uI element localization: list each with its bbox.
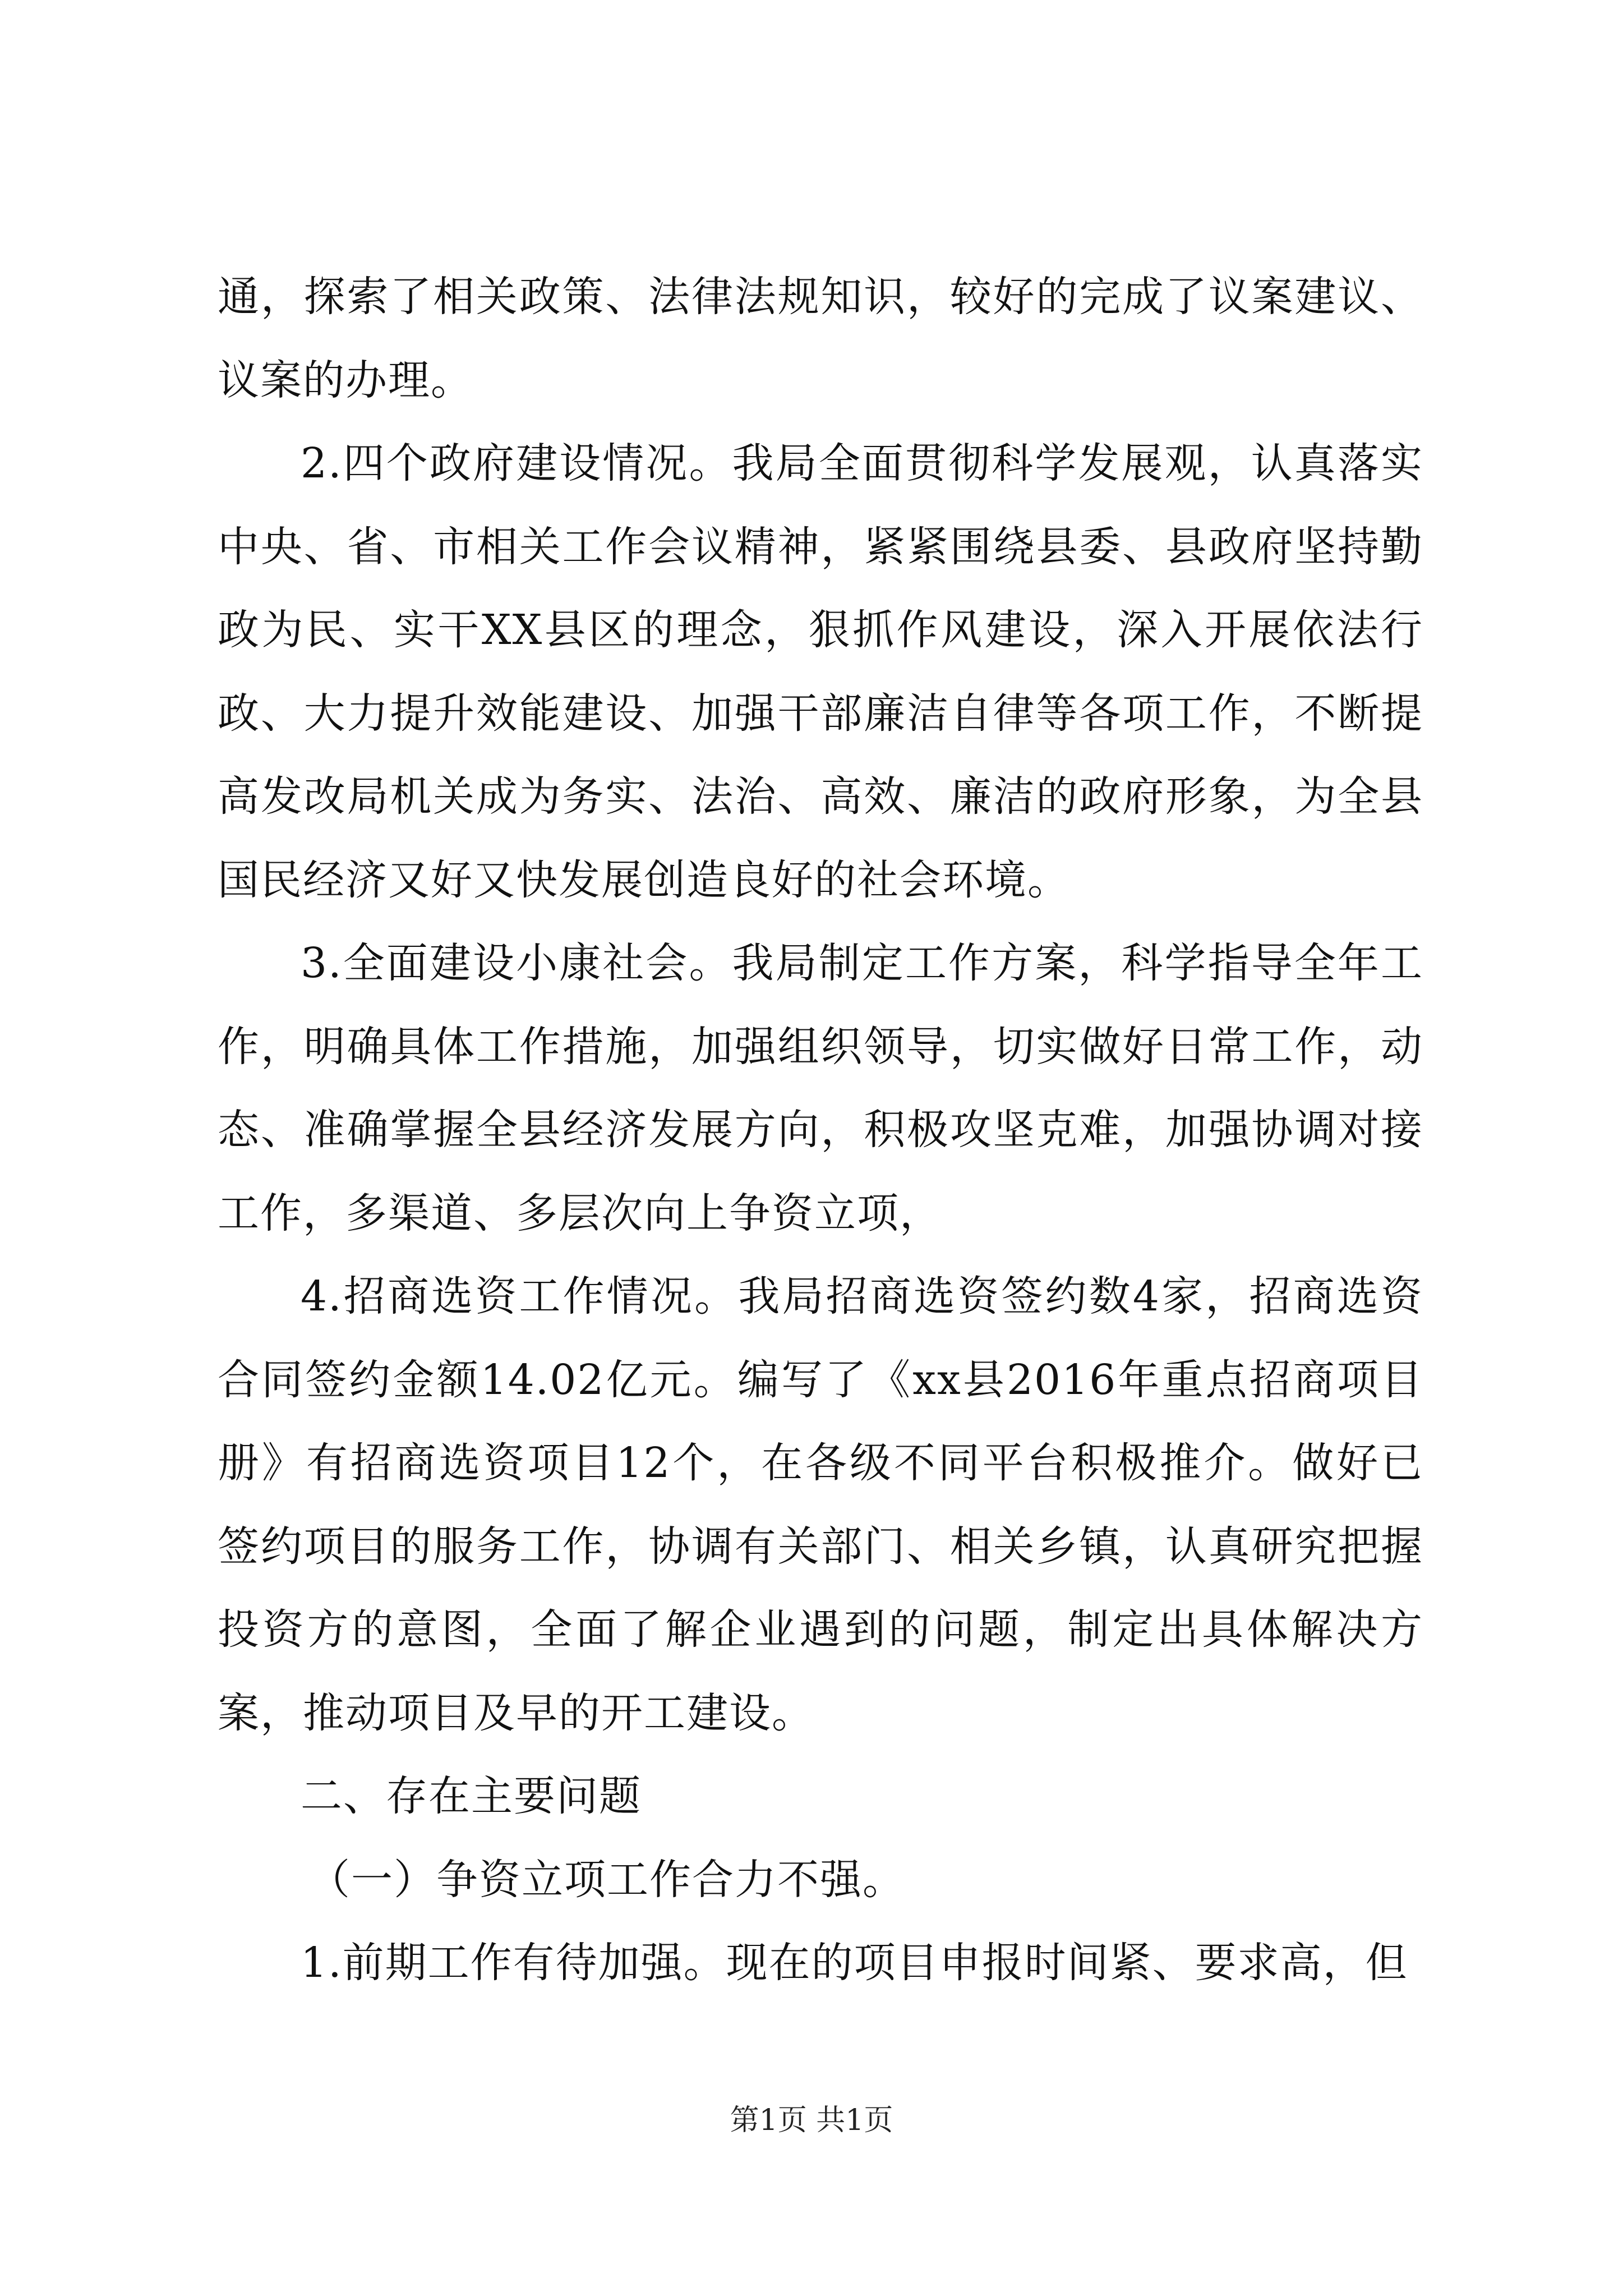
paragraph-continuation: 通，探索了相关政策、法律法规知识，较好的完成了议案建议、议案的办理。 [218, 273, 1423, 404]
page-footer: 第1页 共1页 [730, 2104, 893, 2137]
paragraph-problem-1: 1.前期工作有待加强。现在的项目申报时间紧、要求高，但 [301, 1939, 1408, 1987]
paragraph-item-4: 4.招商选资工作情况。我局招商选资签约数4家，招商选资合同签约金额14.02亿元。编写了《xx县2016年重点招商项目册》有招商选资项目12个，在各级不同平台积极推介。做好已签约项目的服务工作，协调有关部门、相关乡镇，认真研究把握投资方的意图，全面了解企业遇到的问题，制定出具体解决方案，推动项目及早的开工建设。 [218, 1272, 1423, 1737]
paragraph-item-3: 3.全面建设小康社会。我局制定工作方案，科学指导全年工作，明确具体工作措施，加强组织领导，切实做好日常工作，动态、准确掌握全县经济发展方向，积极攻坚克难，加强协调对接工作，多渠道、多层次向上争资立项， [218, 939, 1423, 1237]
section-heading: 二、存在主要问题 [301, 1772, 642, 1820]
document-body [218, 255, 1423, 2005]
paragraph-item-2: 2.四个政府建设情况。我局全面贯彻科学发展观，认真落实中央、省、市相关工作会议精神，紧紧围绕县委、县政府坚持勤政为民、实干XX县区的理念，狠抓作风建设，深入开展依法行政、大力提升效能建设、加强干部廉洁自律等各项工作，不断提高发改局机关成为务实、法治、高效、廉洁的政府形象，为全县国民经济又好又快发展创造良好的社会环境。 [218, 439, 1423, 904]
subsection-heading: （一）争资立项工作合力不强。 [308, 1855, 905, 1904]
